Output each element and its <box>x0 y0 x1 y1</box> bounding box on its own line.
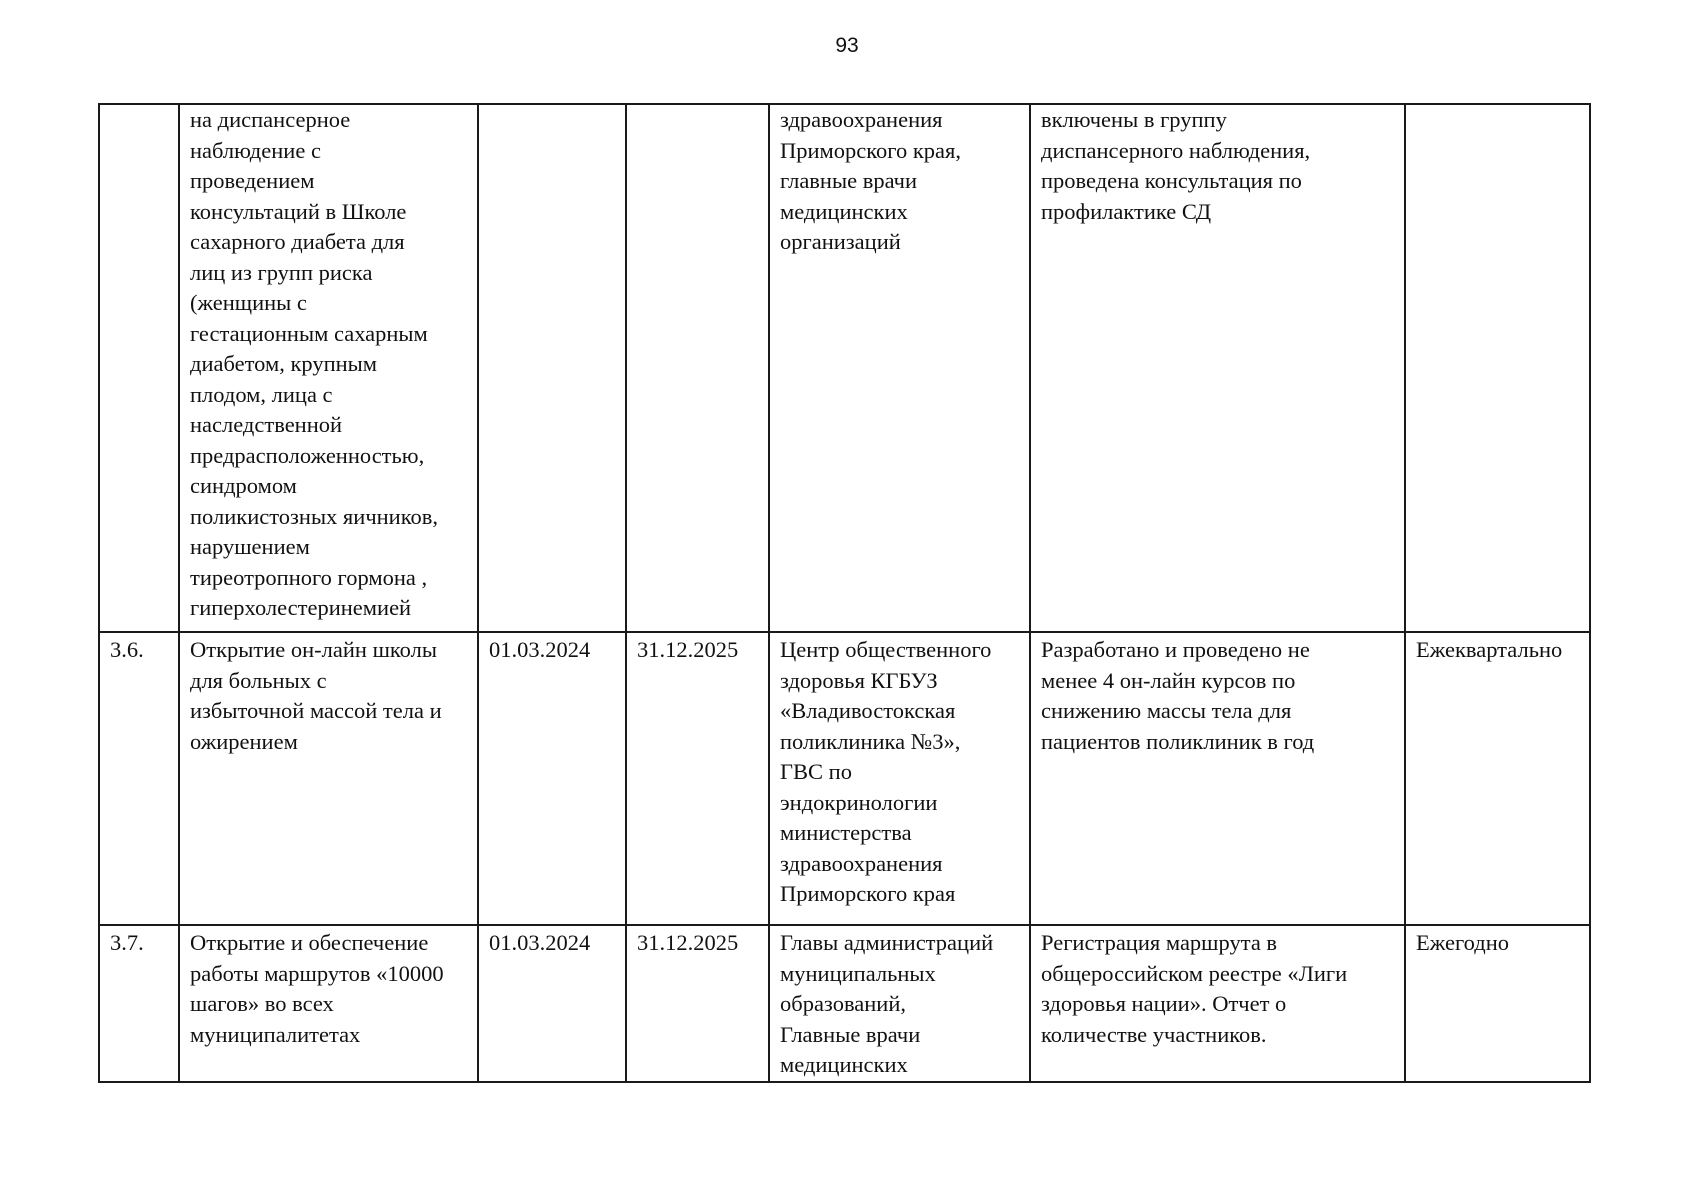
cell-event: Открытие он-лайн школы для больных с избыточной массой тела и ожирением <box>179 632 478 925</box>
cell-start-date <box>478 104 626 632</box>
cell-result: Разработано и проведено не менее 4 он-лайн курсов по снижению массы тела для пациентов поликлиник в год <box>1030 632 1405 925</box>
cell-result: Регистрация маршрута в общероссийском реестре «Лиги здоровья нации». Отчет о количестве участников. <box>1030 925 1405 1082</box>
cell-responsible: здравоохранения Приморского края, главные врачи медицинских организаций <box>769 104 1030 632</box>
cell-number <box>99 104 179 632</box>
cell-frequency <box>1405 104 1590 632</box>
cell-start-date: 01.03.2024 <box>478 925 626 1082</box>
table-row <box>99 925 1590 1082</box>
cell-frequency: Ежегодно <box>1405 925 1590 1082</box>
cell-responsible: Главы администраций муниципальных образований, Главные врачи медицинских <box>769 925 1030 1082</box>
table-row <box>99 632 1590 925</box>
cell-event: Открытие и обеспечение работы маршрутов «10000 шагов» во всех муниципалитетах <box>179 925 478 1082</box>
cell-frequency: Ежеквартально <box>1405 632 1590 925</box>
plan-table <box>98 103 1591 1083</box>
cell-start-date: 01.03.2024 <box>478 632 626 925</box>
table-row <box>99 104 1590 632</box>
cell-end-date <box>626 104 769 632</box>
cell-number: 3.6. <box>99 632 179 925</box>
cell-end-date: 31.12.2025 <box>626 925 769 1082</box>
cell-number: 3.7. <box>99 925 179 1082</box>
cell-end-date: 31.12.2025 <box>626 632 769 925</box>
page-number: 93 <box>835 34 859 57</box>
cell-responsible: Центр общественного здоровья КГБУЗ «Владивостокская поликлиника №3», ГВС по эндокринологии министерства здравоохранения Приморского края <box>769 632 1030 925</box>
cell-result: включены в группу диспансерного наблюдения, проведена консультация по профилактике СД <box>1030 104 1405 632</box>
cell-event: на диспансерное наблюдение с проведением консультаций в Школе сахарного диабета для лиц из групп риска (женщины с гестационным сахарным диабетом, крупным плодом, лица с наследственной предрасположенностью, синдромом поликистозных яичников, нарушением тиреотропного гормона , гиперхолестеринемией <box>179 104 478 632</box>
